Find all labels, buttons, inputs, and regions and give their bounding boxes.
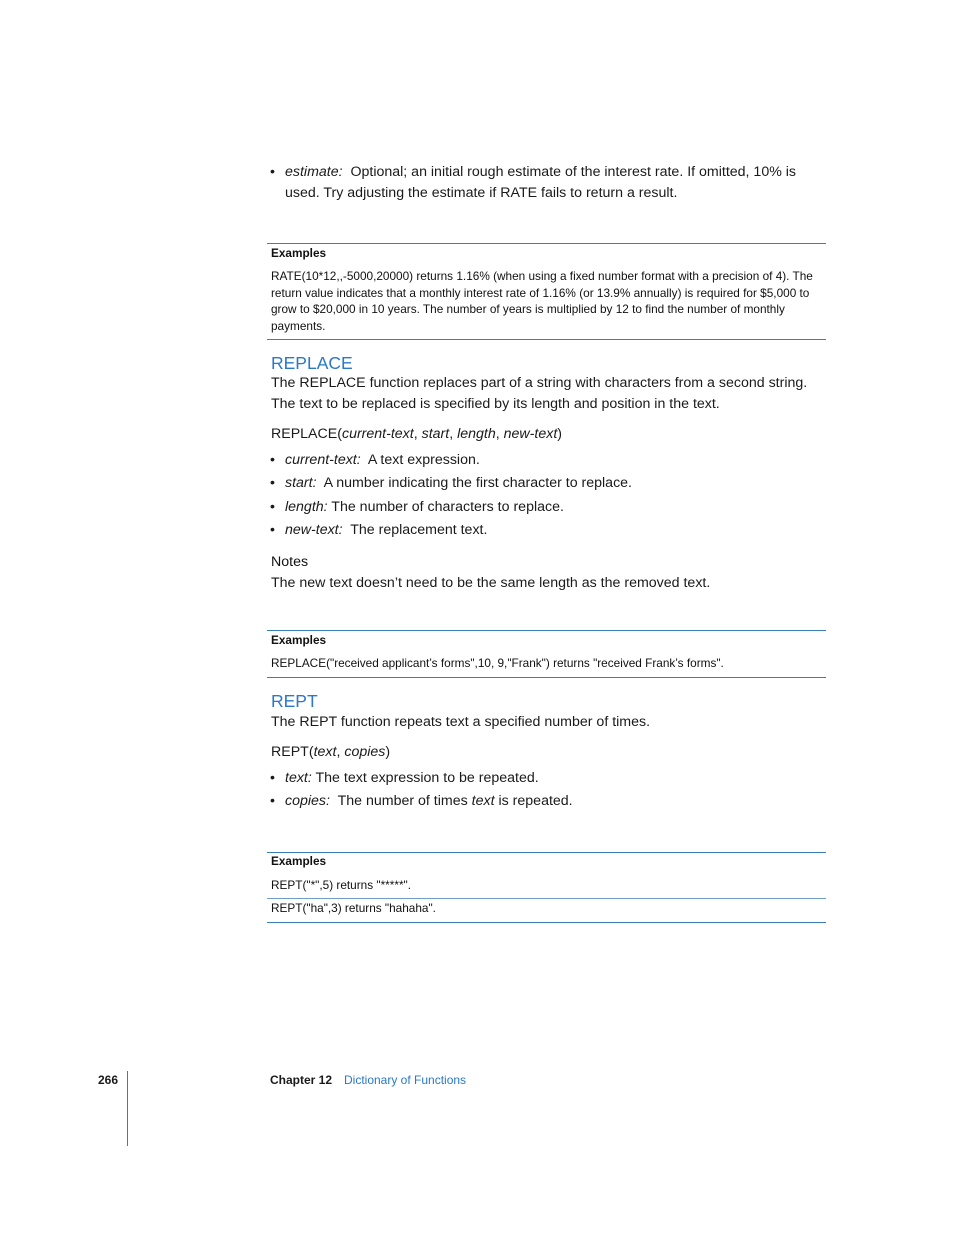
page-number: 266: [98, 1073, 119, 1087]
footer-divider: [127, 1071, 128, 1146]
param-term: current-text:: [285, 452, 361, 468]
param-term: text:: [285, 770, 312, 786]
bullet-dot: •: [270, 452, 275, 468]
replace-description: The REPLACE function replaces part of a string with characters from a second string. The text to be replaced is specified by its length and position in the text.: [271, 375, 808, 412]
rept-description: The REPT function repeats text a specified number of times.: [271, 714, 651, 730]
param-description: A text expression.: [367, 452, 480, 468]
syntax-function-name: REPT: [271, 744, 309, 760]
param-description: A number indicating the first character to replace.: [323, 475, 632, 491]
param-term: start:: [285, 475, 317, 491]
rept-example-text-1: REPT("*",5) returns "*****".: [271, 878, 412, 892]
examples-row-divider: [267, 898, 826, 899]
bullet-dot: •: [270, 770, 275, 786]
rept-heading: REPT: [271, 691, 318, 711]
syntax-function-name: REPLACE: [271, 426, 338, 442]
bullet-dot: •: [270, 522, 275, 538]
bullet-dot: •: [270, 475, 275, 491]
footer-chapter-title: Dictionary of Functions: [344, 1073, 467, 1087]
rate-example-text: RATE(10*12,,-5000,20000) returns 1.16% (when using a fixed number format with a precision of 4). The return value indicates that a monthly interest rate of 1.16% (or 13.9% annually) is required for $5,000 to grow to $20,000 in 10 years. The number of years is multiplied by 12 to find the number of monthly payments.: [271, 269, 813, 333]
param-term: length:: [285, 499, 328, 515]
bullet-dot: •: [270, 164, 275, 180]
param-term: new-text:: [285, 522, 343, 538]
param-description: The number of times: [337, 793, 468, 809]
rept-example-text-2: REPT("ha",3) returns "hahaha".: [271, 901, 436, 915]
replace-example-text: REPLACE("received applicant’s forms",10, 9,"Frank") returns "received Frank’s forms".: [271, 656, 724, 670]
examples-label: Examples: [271, 854, 327, 868]
replace-syntax: REPLACE(current-text, start, length, new-text): [271, 426, 562, 442]
footer-chapter: Chapter 12: [270, 1073, 333, 1087]
notes-heading: Notes: [271, 554, 309, 570]
notes-text: The new text doesn’t need to be the same length as the removed text.: [271, 575, 711, 591]
examples-bottom-rule: [267, 339, 826, 340]
examples-label: Examples: [271, 246, 327, 260]
bullet-dot: •: [270, 499, 275, 515]
replace-heading: REPLACE: [271, 353, 353, 373]
examples-top-rule: [267, 852, 826, 853]
examples-top-rule: [267, 243, 826, 244]
param-term: copies:: [285, 793, 330, 809]
param-term: estimate:: [285, 164, 343, 180]
param-description: The replacement text.: [350, 522, 488, 538]
param-description: The text expression to be repeated.: [315, 770, 539, 786]
param-description: Optional; an initial rough estimate of the interest rate. If omitted, 10% is used. Try adjusting the estimate if RATE fails to return a result.: [285, 164, 797, 201]
examples-bottom-rule: [267, 677, 826, 678]
bullet-dot: •: [270, 793, 275, 809]
examples-label: Examples: [271, 633, 327, 647]
examples-bottom-rule: [267, 922, 826, 923]
rept-syntax: REPT(text, copies): [271, 744, 391, 760]
examples-top-rule: [267, 630, 826, 631]
param-description: The number of characters to replace.: [331, 499, 564, 515]
